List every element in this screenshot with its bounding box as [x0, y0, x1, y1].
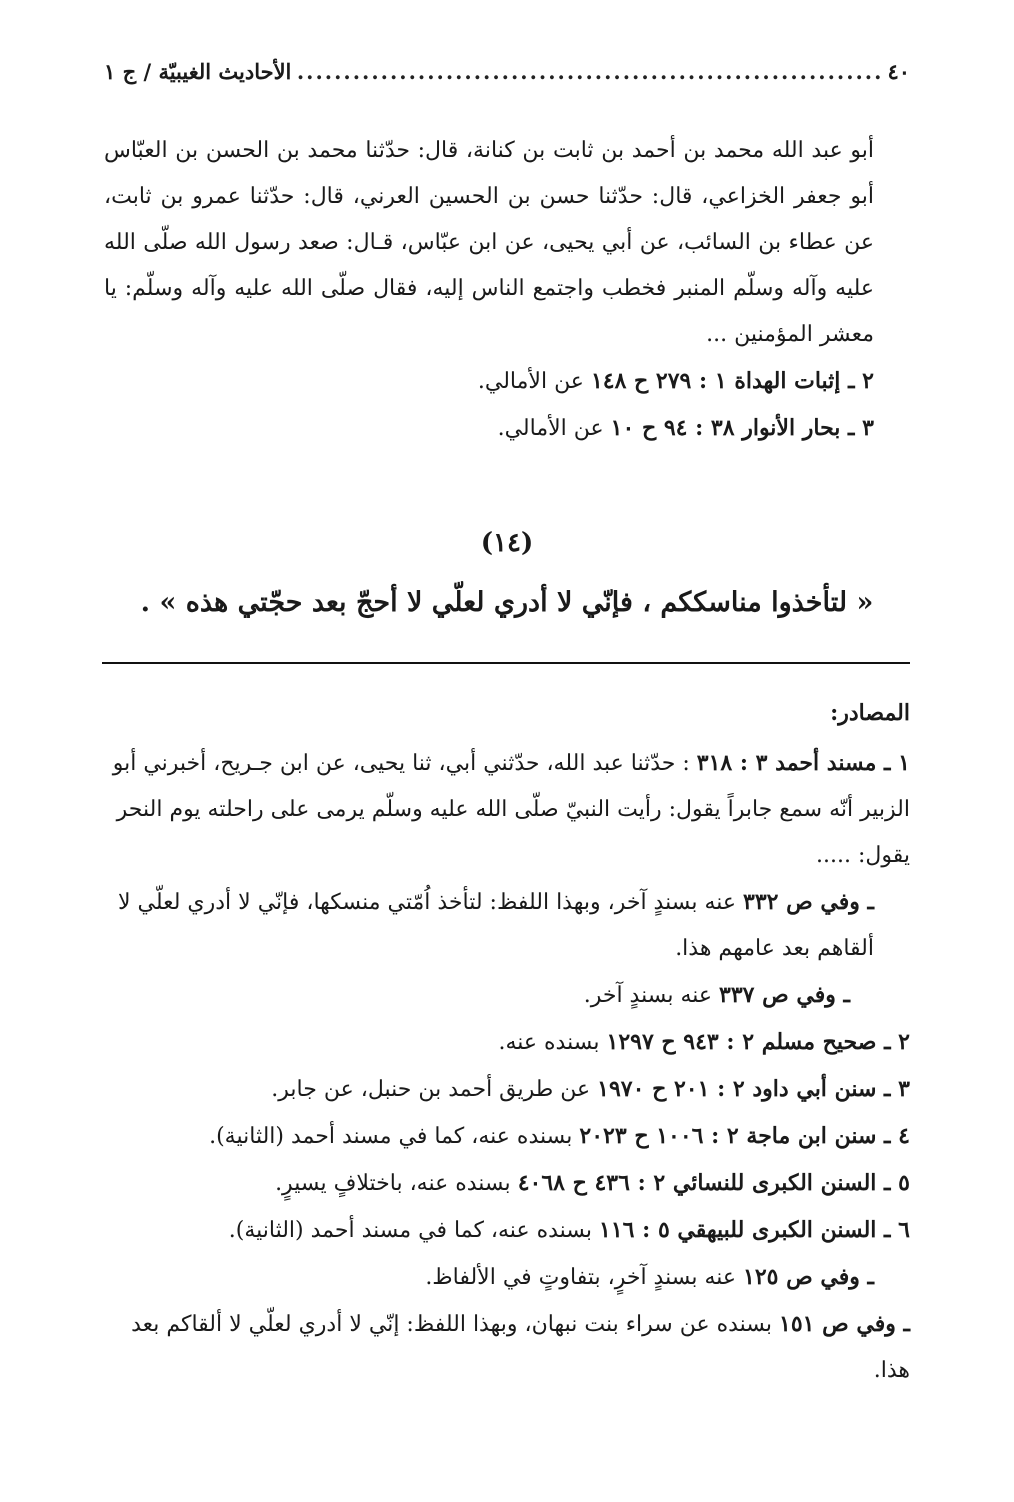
source-text: : حدّثنا عبد الله، حدّثني أبي، ثنا يحيى، عن ابن جـريح، أخبرني أبو الزبير أنّه سمع جابراً يقول: رأيت النبيّ صلّى الله عليه وسلّم يرمى على راحلته يوم النحر يقول: .....	[112, 751, 910, 868]
source-text: بسنده عنه، كما في مسند أحمد (الثانية).	[228, 1218, 600, 1243]
source-text: عنه بسندٍ آخر، وبهذا اللفظ: لتأخذ اُمّتي منسكها، فإنّي لا أدري لعلّي لا ألقاهم بعد عامهم هذا.	[117, 890, 874, 961]
leader-dots	[295, 59, 883, 84]
ref-label: ٣ ـ بحار الأنوار ٣٨ : ٩٤ ح ١٠	[610, 415, 874, 441]
source-label: ـ وفي ص ١٢٥	[743, 1264, 874, 1290]
source-label: ـ وفي ص ٣٣٢	[743, 889, 874, 915]
source-label: ٦ ـ السنن الكبرى للبيهقي ٥ : ١١٦	[599, 1217, 910, 1243]
hadith-text: « لتأخذوا مناسككم ، فإنّي لا أدري لعلّي لا أحجّ بعد حجّتي هذه » .	[140, 587, 874, 618]
source-label: ١ ـ مسند أحمد ٣ : ٣١٨	[696, 750, 910, 776]
ref-text: عن الأمالي.	[477, 369, 591, 394]
source-entry	[104, 879, 910, 972]
source-text: عن طريق أحمد بن حنبل، عن جابر.	[271, 1077, 598, 1102]
top-ref-3	[104, 405, 910, 452]
ref-label: ٢ ـ إثبات الهداة ١ : ٢٧٩ ح ١٤٨	[590, 368, 874, 394]
top-ref-2	[104, 358, 910, 405]
source-text: بسنده عن سراء بنت نبهان، وبهذا اللفظ: إنّي لا أدري لعلّي لا ألقاكم بعد هذا.	[131, 1312, 910, 1383]
source-entry	[104, 1254, 910, 1301]
source-label: ـ وفي ص ١٥١	[779, 1311, 910, 1337]
sources-title: المصادر:	[830, 700, 910, 726]
source-entry	[104, 1160, 910, 1207]
source-label: ٣ ـ سنن أبي داود ٢ : ٢٠١ ح ١٩٧٠	[597, 1076, 910, 1102]
source-entry	[104, 1207, 910, 1254]
source-label: ٥ ـ السنن الكبرى للنسائي ٢ : ٤٣٦ ح ٤٠٦٨	[517, 1170, 910, 1196]
ref-text: عن الأمالي.	[497, 416, 611, 441]
source-label: ـ وفي ص ٣٣٧	[719, 982, 850, 1008]
source-text: بسنده عنه.	[498, 1030, 607, 1055]
source-entry	[104, 1066, 910, 1113]
source-text: بسنده عنه، كما في مسند أحمد (الثانية).	[209, 1124, 580, 1149]
source-text: بسنده عنه، باختلافٍ يسيرٍ.	[275, 1171, 518, 1196]
top-text-block	[104, 128, 910, 452]
separator-rule	[102, 662, 910, 664]
source-entry	[104, 1113, 910, 1160]
book-title: الأحاديث الغيبيّة / ج ١	[104, 58, 292, 84]
source-entry	[104, 1019, 910, 1066]
source-entry	[104, 740, 910, 879]
page-number: ٤٠	[887, 58, 910, 84]
source-label: ٤ ـ سنن ابن ماجة ٢ : ١٠٠٦ ح ٢٠٢٣	[579, 1123, 910, 1149]
hadith-number: (١٤)	[480, 528, 534, 558]
source-text: عنه بسندٍ آخرٍ، بتفاوتٍ في الألفاظ.	[425, 1265, 744, 1290]
top-paragraph: أبو عبد الله محمد بن أحمد بن ثابت بن كنانة، قال: حدّثنا محمد بن الحسن بن العبّاس أبو جعفر الخزاعي، قال: حدّثنا حسن بن الحسين العرني، قال: حدّثنا عمرو بن ثابت، عن عطاء بن السائب، عن أبي يحيى، عن ابن عبّاس، قـال: صعد رسول الله صلّى الله عليه وآله وسلّم المنبر فخطب واجتمع الناس إليه، فقال صلّى الله عليه وآله وسلّم: يا معشر المؤمنين ...	[104, 138, 874, 347]
running-header	[104, 54, 910, 88]
source-entry	[104, 972, 910, 1019]
sources-list	[104, 740, 910, 1394]
source-entry	[104, 1301, 910, 1394]
source-label: ٢ ـ صحيح مسلم ٢ : ٩٤٣ ح ١٢٩٧	[606, 1029, 910, 1055]
source-text: عنه بسندٍ آخر.	[583, 983, 720, 1008]
